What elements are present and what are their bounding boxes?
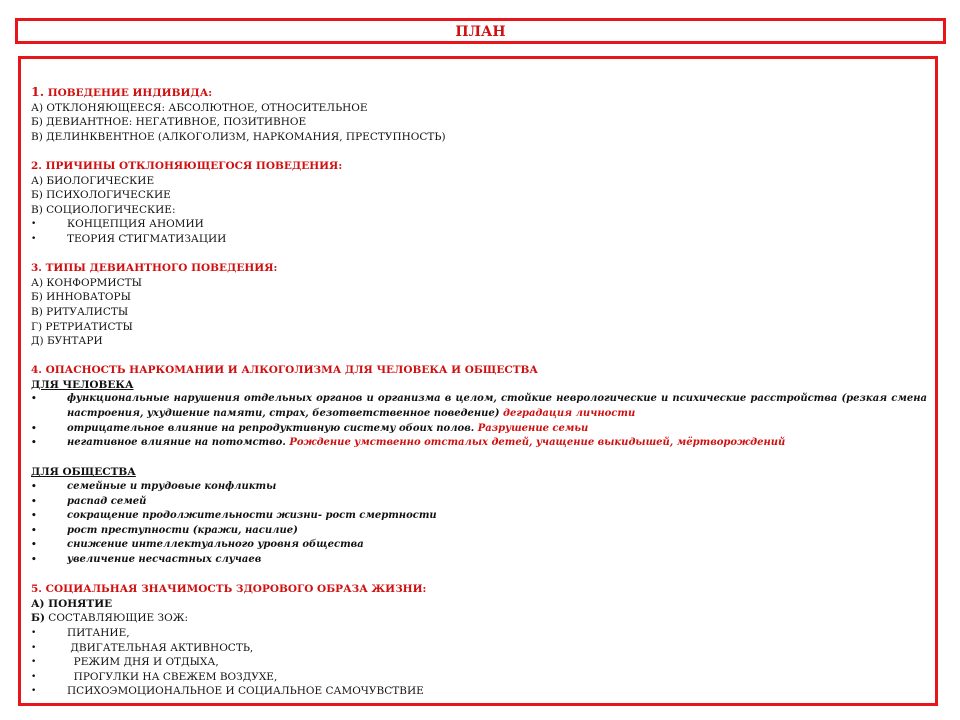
section-5-heading: 5. СОЦИАЛЬНАЯ ЗНАЧИМОСТЬ ЗДОРОВОГО ОБРАЗА ЖИЗНИ: — [31, 583, 427, 596]
list-item: Б) ДЕВИАНТНОЕ: НЕГАТИВНОЕ, ПОЗИТИВНОЕ — [31, 116, 307, 129]
bullet-item: • ПСИХОЭМОЦИОНАЛЬНОЕ И СОЦИАЛЬНОЕ САМОЧУВСТВИЕ — [31, 684, 927, 699]
list-item: Б) СОСТАВЛЯЮЩИЕ ЗОЖ: — [31, 612, 189, 625]
bullet-item: • отрицательное влияние на репродуктивную систему обоих полов. Разрушение семьи — [31, 422, 927, 437]
list-item: Б) ИННОВАТОРЫ — [31, 291, 131, 304]
bullet-item: • сокращение продолжительности жизни- рост смертности — [31, 509, 927, 524]
subsection-society-label: ДЛЯ ОБЩЕСТВА — [31, 466, 136, 479]
bullet-item: • ПИТАНИЕ, — [31, 626, 927, 641]
bullet-item: • РЕЖИМ ДНЯ И ОТДЫХА, — [31, 655, 927, 670]
page-title: ПЛАН — [15, 18, 946, 44]
bullet-item: • ПРОГУЛКИ НА СВЕЖЕМ ВОЗДУХЕ, — [31, 670, 927, 685]
list-item: А) БИОЛОГИЧЕСКИЕ — [31, 174, 155, 187]
list-item: Г) РЕТРИАТИСТЫ — [31, 320, 133, 333]
bullet-item: • семейные и трудовые конфликты — [31, 480, 927, 495]
bullet-item: • увеличение несчастных случаев — [31, 553, 927, 568]
bullet-item: • функциональные нарушения отдельных органов и организма в целом, стойкие неврологические и психические расстройства (резкая смена настроения, ухудшение памяти, страх, безответственное поведение) деградация личности — [31, 392, 927, 421]
bullet-item: • ТЕОРИЯ СТИГМАТИЗАЦИИ — [31, 232, 927, 247]
list-item: В) СОЦИОЛОГИЧЕСКИЕ: — [31, 203, 176, 216]
plan-content — [18, 56, 938, 706]
list-item: Б) ПСИХОЛОГИЧЕСКИЕ — [31, 189, 171, 202]
list-item: Д) БУНТАРИ — [31, 335, 103, 348]
list-item: А) КОНФОРМИСТЫ — [31, 276, 142, 289]
section-4-heading: 4. ОПАСНОСТЬ НАРКОМАНИИ И АЛКОГОЛИЗМА ДЛЯ ЧЕЛОВЕКА И ОБЩЕСТВА — [31, 364, 538, 377]
list-item: В) ДЕЛИНКВЕНТНОЕ (АЛКОГОЛИЗМ, НАРКОМАНИЯ, ПРЕСТУПНОСТЬ) — [31, 130, 446, 143]
section-2-heading: 2. ПРИЧИНЫ ОТКЛОНЯЮЩЕГОСЯ ПОВЕДЕНИЯ: — [31, 159, 343, 172]
list-item: В) РИТУАЛИСТЫ — [31, 305, 129, 318]
bullet-item: • негативное влияние на потомство. Рождение умственно отсталых детей, учащение выкидышей, мёртворождений — [31, 436, 927, 451]
subsection-person-label: ДЛЯ ЧЕЛОВЕКА — [31, 378, 134, 391]
bullet-item: • КОНЦЕПЦИЯ АНОМИИ — [31, 217, 927, 232]
bullet-item: • распад семей — [31, 495, 927, 510]
bullet-item: • ДВИГАТЕЛЬНАЯ АКТИВНОСТЬ, — [31, 641, 927, 656]
bullet-item: • рост преступности (кражи, насилие) — [31, 524, 927, 539]
list-item: А) ПОНЯТИЕ — [31, 597, 113, 610]
list-item: А) ОТКЛОНЯЮЩЕЕСЯ: АБСОЛЮТНОЕ, ОТНОСИТЕЛЬНОЕ — [31, 101, 368, 114]
section-1-heading: 1. ПОВЕДЕНИЕ ИНДИВИДА: — [31, 84, 213, 99]
bullet-item: • снижение интеллектуального уровня общества — [31, 538, 927, 553]
section-3-heading: 3. ТИПЫ ДЕВИАНТНОГО ПОВЕДЕНИЯ: — [31, 262, 278, 275]
